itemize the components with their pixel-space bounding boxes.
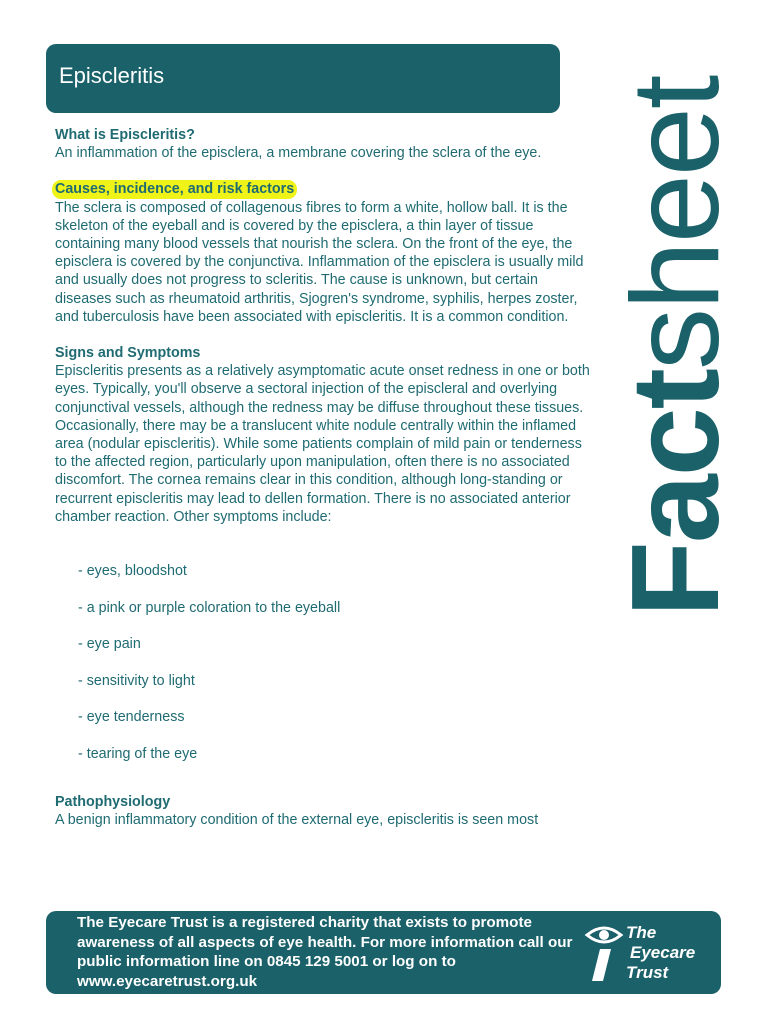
page-title: Episcleritis xyxy=(59,63,165,88)
factsheet-vertical-wordmark xyxy=(607,42,745,617)
symptom-list xyxy=(55,562,590,781)
section-paragraph: The sclera is composed of collagenous fibres to form a white, hollow ball. It is the skeleton of the eyeball and is covered by the episclera, a thin layer of tissue containing many blood vessels that nourish the sclera. On the front of the eye, the episclera is covered by the conjunctiva. Inflammation of the episclera is usually mild and usually does not progress to scleritis. The cause is unknown, but certain diseases such as rheumatoid arthritis, Sjogren's syndrome, syphilis, herpes zoster, and tuberculosis have been associated with episcleritis. It is a common condition. xyxy=(55,199,584,325)
section-paragraph: An inflammation of the episclera, a membrane covering the sclera of the eye. xyxy=(55,145,542,162)
list-item: - a pink or purple coloration to the eyeball xyxy=(78,599,341,616)
logo-line: The xyxy=(626,923,657,942)
list-item: - eye tenderness xyxy=(78,709,185,726)
section-patho xyxy=(55,793,590,829)
section-causes xyxy=(55,180,590,326)
section-signs xyxy=(55,344,590,781)
section-paragraph: A benign inflammatory condition of the external eye, episcleritis is seen most xyxy=(55,812,539,829)
article-body xyxy=(55,126,590,829)
list-item: - sensitivity to light xyxy=(78,672,195,689)
title-banner xyxy=(46,44,560,113)
section-what xyxy=(55,126,590,162)
footer-banner xyxy=(46,911,721,994)
section-paragraph: Episcleritis presents as a relatively asymptomatic acute onset redness in one or both eyes. Typically, you'll observe a sectoral injection of the episcleral and overlying conjunctival vessels, although the redness may be diffuse throughout these tissues. Occasionally, there may be a translucent white nodule centrally within the inflamed area (nodular episcleritis). While some patients complain of mild pain or tenderness to the affected region, particularly upon manipulation, often there is no associated discomfort. The cornea remains clear in this condition, although long-standing or recurrent episcleritis may lead to dellen formation. There is no associated anterior chamber reaction. Other symptoms include: xyxy=(55,363,590,525)
section-heading: Pathophysiology xyxy=(55,794,171,811)
list-item: - eyes, bloodshot xyxy=(78,563,187,580)
list-item: - eye pain xyxy=(78,636,141,653)
wordmark-fact: Fact xyxy=(607,370,745,617)
wordmark-sheet: sheet xyxy=(607,76,745,371)
logo-line: Eyecare xyxy=(630,943,696,962)
section-heading: Signs and Symptoms xyxy=(55,345,201,362)
highlighted-heading: Causes, incidence, and risk factors xyxy=(52,180,297,198)
footer-text: The Eyecare Trust is a registered charity that exists to promote awareness of all aspects of eye health. For more information call our public information line on 0845 129 5001 or log on to www.eyecaretrust.org.uk xyxy=(77,914,573,990)
logo-line: Trust xyxy=(626,963,669,982)
eye-info-icon xyxy=(584,921,624,985)
eyecare-trust-logo xyxy=(584,921,714,987)
logo-wordmark xyxy=(626,923,695,983)
list-item: - tearing of the eye xyxy=(78,745,198,762)
section-heading: What is Episcleritis? xyxy=(55,127,195,143)
